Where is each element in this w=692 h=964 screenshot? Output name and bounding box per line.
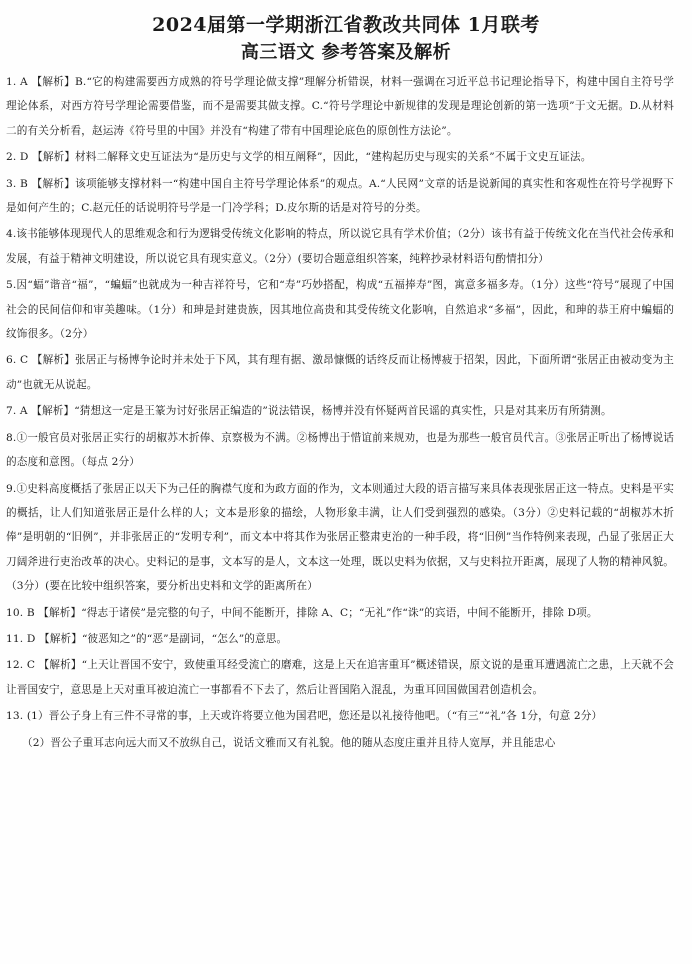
answer-item-6: 6. C 【解析】张居正与杨博争论时并未处于下风，其有理有据、激昂慷慨的话终反而让杨博疲于招架，因此，下面所谓“张居正由被动变为主动”也就无从说起。 <box>6 354 674 391</box>
answer-item-11: 11. D 【解析】“彼恶知之”的“恶”是副词，“怎么”的意思。 <box>6 632 288 645</box>
answers-body <box>6 70 674 757</box>
answer-item-9: 9.①史料高度概括了张居正以天下为己任的胸襟气度和为政方面的作为，文本则通过大段的语言描写来具体表现张居正这一特点。史料是平实的概括，让人们知道张居正是什么样的人；文本是形象的描绘，人物形象丰满，让人们受到强烈的感染。（3分）②史料记载的“胡椒苏木折俸”是明朝的“旧例”，并非张居正的“发明专利”，而文本中将其作为张居正整肃吏治的一种手段，将“旧例”当作特例来表现，凸显了张居正大刀阔斧进行吏治改革的决心。史料记的是事，文本写的是人，文本这一处理，既以史料为依据，又与史料拉开距离，展现了人物的精神风貌。（3分）(要在比较中组织答案，要分析出史料和文学的距离所在） <box>6 482 674 593</box>
answer-item-7: 7. A 【解析】“猜想这一定是王篆为讨好张居正编造的”说法错误，杨博并没有怀疑两首民谣的真实性，只是对其来历有所猜测。 <box>6 405 612 418</box>
answer-item-10: 10. B 【解析】“得志于诸侯”是完整的句子，中间不能断开，排除 A、C；“无礼”作“诛”的宾语，中间不能断开，排除 D项。 <box>6 606 598 619</box>
answer-item-13-1: 13. (1）晋公子身上有三件不寻常的事，上天或许将要立他为国君吧，您还是以礼接待他吧。（“有三”“礼”各 1分，句意 2分） <box>6 710 603 723</box>
answer-item-3: 3. B 【解析】该项能够支撑材料一“构建中国自主符号学理论体系”的观点。A.“人民网”文章的话是说新闻的真实性和客观性在符号学视野下是如何产生的；C.赵元任的话说明符号学是一门冷学科；D.皮尔斯的话是对符号的分类。 <box>6 177 674 215</box>
answer-item-8: 8.①一般官员对张居正实行的胡椒苏木折俸、京察极为不满。②杨博出于惜谊前来规劝，也是为那些一般官员代言。③张居正听出了杨博说话的态度和意图。（每点 2分） <box>6 431 674 469</box>
answer-item-12: 12. C 【解析】“上天让晋国不安宁，致使重耳经受流亡的磨难，这是上天在追害重耳”概述错误，原文说的是重耳遭遇流亡之患，上天就不会让晋国安宁，意思是上天对重耳被迫流亡一事都看不下去了，然后让晋国陷入混乱，为重耳回国做国君创造机会。 <box>6 659 674 696</box>
page-title: 2024届第一学期浙江省教改共同体 1月联考 <box>152 14 540 36</box>
page-subtitle: 高三语文 参考答案及解析 <box>240 42 452 63</box>
answer-item-2: 2. D 【解析】材料二解释文史互证法为“是历史与文学的相互阐释”，因此，“建构起历史与现实的关系”不属于文史互证法。 <box>6 151 592 164</box>
answer-item-13-2: （2）晋公子重耳志向远大而又不放纵自己，说话文雅而又有礼貌。他的随从态度庄重并且待人宽厚，并且能忠心 <box>22 736 556 749</box>
answer-item-5: 5.因“蝠”谐音“福”，“蝙蝠”也就成为一种吉祥符号，它和“寿”巧妙搭配，构成“五福捧寿”图，寓意多福多寿。（1分）这些“符号”展现了中国社会的民间信仰和审美趣味。（1分）和珅是封建贵族，因其地位高贵和其受传统文化影响，自然追求“多福”，因此，和珅的恭王府中蝙蝠的纹饰很多。（2分） <box>6 279 674 341</box>
answer-item-4: 4.该书能够体现现代人的思维观念和行为逻辑受传统文化影响的特点，所以说它具有学术价值；（2分）该书有益于传统文化在当代社会传承和发展，有益于精神文明建设，所以说它具有现实意义。（2分）(要切合题意组织答案，纯粹抄录材料语句酌情扣分） <box>6 228 674 265</box>
answer-item-1: 1. A 【解析】B.“它的构建需要西方成熟的符号学理论做支撑”理解分析错误，材料一强调在习近平总书记理论指导下，构建中国自主符号学理论体系，对西方符号学理论需要借鉴，而不是需要其做支撑。C.“符号学理论中新规律的发现是理论创新的第一选项”于文无据。D.从材料二的有关分析看，赵运涛《符号里的中国》并没有“构建了带有中国理论底色的原创性方法论”。 <box>6 76 674 137</box>
